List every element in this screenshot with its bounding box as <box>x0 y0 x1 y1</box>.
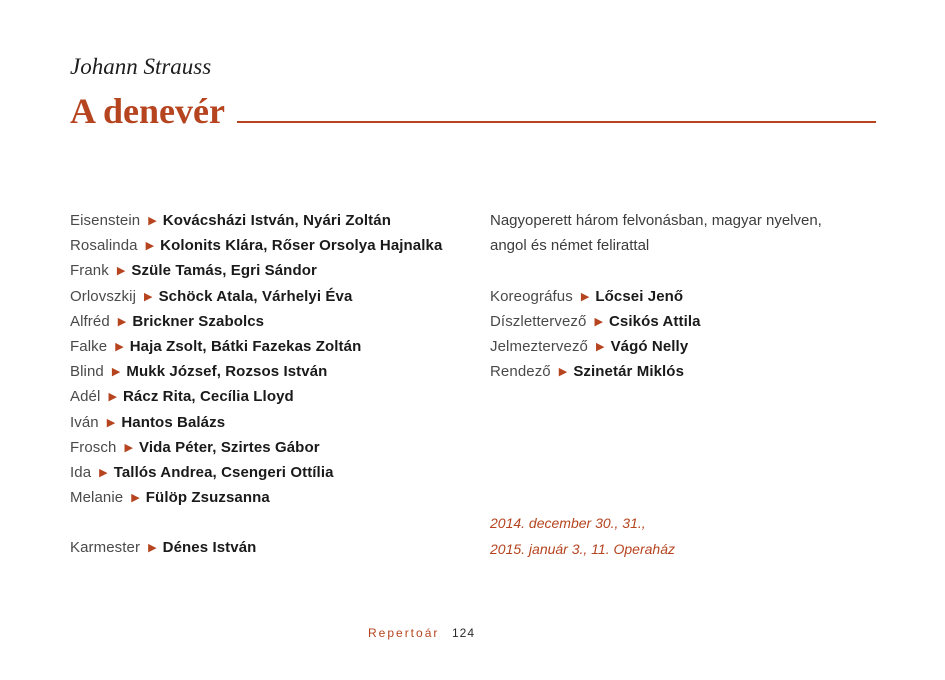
cast-names: Haja Zsolt, Bátki Fazekas Zoltán <box>129 337 362 355</box>
cast-item <box>70 233 470 258</box>
cast-names: Szüle Tamás, Egri Sándor <box>131 262 317 280</box>
cast-role: Falke <box>70 337 108 355</box>
cast-item <box>70 334 470 359</box>
triangle-arrow-icon: ▶ <box>596 340 605 353</box>
cast-role: Blind <box>70 363 104 381</box>
cast-list <box>70 208 470 561</box>
cast-role: Adél <box>70 388 101 406</box>
description-line: angol és német felirattal <box>490 237 650 255</box>
cast-item <box>70 208 470 233</box>
triangle-arrow-icon: ▶ <box>99 466 108 479</box>
cast-names: Hantos Balázs <box>121 413 226 431</box>
triangle-arrow-icon: ▶ <box>111 366 121 379</box>
cast-names: Mukk József, Rozsos István <box>126 363 328 381</box>
page-number: 124 <box>452 626 476 640</box>
credit-item <box>490 284 880 309</box>
triangle-arrow-icon: ▶ <box>594 315 603 328</box>
triangle-arrow-icon: ▶ <box>106 416 116 429</box>
triangle-arrow-icon: ▶ <box>145 240 155 253</box>
cast-role: Frank <box>70 262 109 280</box>
dates-line: 2015. január 3., 11. Operaház <box>490 541 675 557</box>
credit-name: Csikós Attila <box>609 312 701 330</box>
cast-names: Fülöp Zsuzsanna <box>145 489 270 507</box>
cast-names: Rácz Rita, Cecília Lloyd <box>123 388 294 406</box>
credit-item <box>490 334 880 359</box>
cast-item <box>70 359 470 384</box>
cast-item <box>70 435 470 460</box>
cast-role: Ida <box>70 463 92 481</box>
triangle-arrow-icon: ▶ <box>124 441 134 454</box>
cast-names: Brickner Szabolcs <box>132 312 265 330</box>
triangle-arrow-icon: ▶ <box>148 542 157 555</box>
cast-item <box>70 460 470 485</box>
performance-dates <box>490 510 675 562</box>
credit-item <box>490 359 880 384</box>
triangle-arrow-icon: ▶ <box>116 265 126 278</box>
conductor-item <box>70 535 470 560</box>
page-title: A denevér <box>70 91 225 131</box>
conductor-role: Karmester <box>70 539 141 557</box>
triangle-arrow-icon: ▶ <box>117 315 127 328</box>
credit-role: Jelmeztervező <box>490 337 589 355</box>
cast-names: Kolonits Klára, Rőser Orsolya Hajnalka <box>160 237 443 255</box>
cast-names: Vida Péter, Szirtes Gábor <box>139 438 320 456</box>
production-info <box>490 208 880 384</box>
cast-item <box>70 485 470 510</box>
credit-name: Vágó Nelly <box>610 337 689 355</box>
description-line: Nagyoperett három felvonásban, magyar nyelven, <box>490 212 822 229</box>
credit-role: Díszlettervező <box>490 312 587 330</box>
triangle-arrow-icon: ▶ <box>558 366 568 379</box>
triangle-arrow-icon: ▶ <box>144 290 153 303</box>
cast-item <box>70 384 470 409</box>
cast-role: Alfréd <box>70 312 110 330</box>
cast-role: Orlovszkij <box>70 287 137 305</box>
credit-name: Szinetár Miklós <box>573 363 685 381</box>
credit-role: Koreográfus <box>490 287 573 305</box>
cast-role: Rosalinda <box>70 237 138 255</box>
cast-role: Iván <box>70 413 99 431</box>
triangle-arrow-icon: ▶ <box>148 215 157 227</box>
cast-role: Melanie <box>70 489 124 507</box>
triangle-arrow-icon: ▶ <box>580 290 590 303</box>
cast-item <box>70 258 470 283</box>
triangle-arrow-icon: ▶ <box>115 340 124 353</box>
credit-item <box>490 309 880 334</box>
cast-item <box>70 284 470 309</box>
spacer <box>70 510 470 535</box>
title-row <box>70 90 876 133</box>
conductor-name: Dénes István <box>162 539 257 557</box>
credit-role: Rendező <box>490 363 551 381</box>
cast-role: Frosch <box>70 438 117 456</box>
cast-names: Kovácsházi István, Nyári Zoltán <box>162 212 391 229</box>
credit-name: Lőcsei Jenő <box>595 287 684 305</box>
cast-item <box>70 309 470 334</box>
composer-name: Johann Strauss <box>70 54 212 79</box>
cast-names: Tallós Andrea, Csengeri Ottília <box>113 463 334 481</box>
cast-item <box>70 410 470 435</box>
cast-names: Schöck Atala, Várhelyi Éva <box>158 287 353 305</box>
dates-line: 2014. december 30., 31., <box>490 515 646 531</box>
title-underline <box>237 121 876 123</box>
cast-role: Eisenstein <box>70 212 141 229</box>
spacer <box>490 258 880 283</box>
footer-section: Repertoár <box>368 626 440 640</box>
triangle-arrow-icon: ▶ <box>131 492 140 505</box>
triangle-arrow-icon: ▶ <box>108 391 117 404</box>
